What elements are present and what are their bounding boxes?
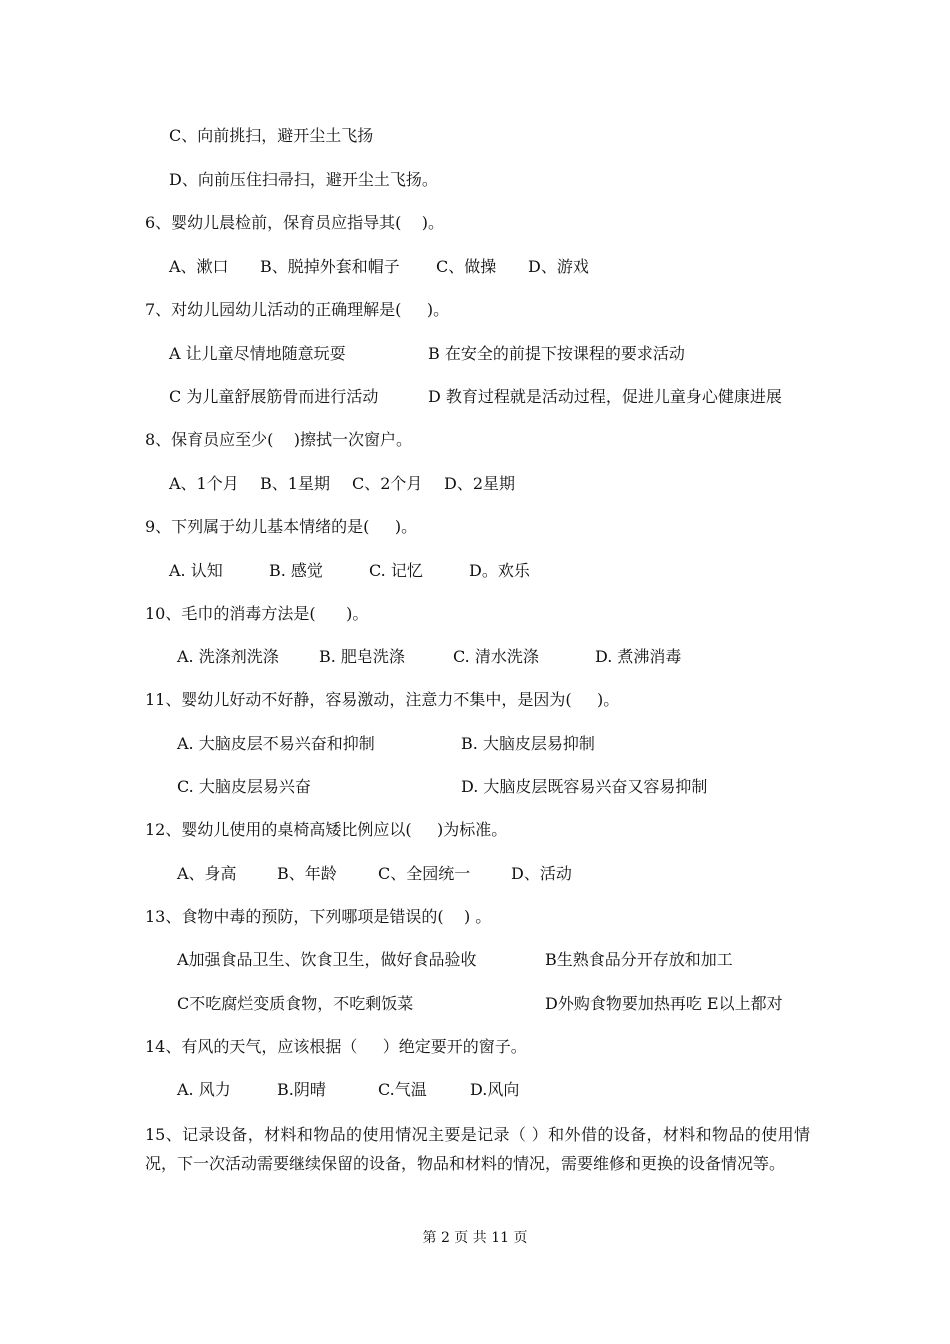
q8-option-c: C、2个月 xyxy=(352,474,423,493)
q13-option-a: A加强食品卫生、饮食卫生，做好食品验收 xyxy=(177,950,477,969)
q12-option-d: D、活动 xyxy=(511,864,572,883)
q6-question: 6、婴幼儿晨检前，保育员应指导其( )。 xyxy=(145,213,445,232)
q8-option-a: A、1个月 xyxy=(169,474,239,493)
q14-option-b: B.阴晴 xyxy=(277,1080,326,1099)
q7-option-b: B 在安全的前提下按课程的要求活动 xyxy=(428,344,685,363)
q6-option-d: D、游戏 xyxy=(528,257,589,276)
q14-option-c: C.气温 xyxy=(378,1080,427,1099)
q15-question: 15、记录设备，材料和物品的使用情况主要是记录（ ）和外借的设备，材料和物品的使用情况，下一次活动需要继续保留的设备，物品和材料的情况，需要维修和更换的设备情况等。 xyxy=(145,1125,810,1173)
q7-option-c: C 为儿童舒展筋骨而进行活动 xyxy=(169,387,379,406)
q7-option-a: A 让儿童尽情地随意玩耍 xyxy=(169,344,346,363)
q9-option-a: A. 认知 xyxy=(169,561,223,580)
q14-question: 14、有风的天气，应该根据（ ）绝定要开的窗子。 xyxy=(145,1037,527,1056)
q9-option-d: D。欢乐 xyxy=(469,561,530,580)
q12-option-b: B、年龄 xyxy=(277,864,337,883)
q11-option-b: B. 大脑皮层易抑制 xyxy=(461,734,595,753)
q6-option-b: B、脱掉外套和帽子 xyxy=(260,257,400,276)
q13-option-c: C不吃腐烂变质食物，不吃剩饭菜 xyxy=(177,994,414,1013)
q10-option-b: B. 肥皂洗涤 xyxy=(319,647,405,666)
q7-question: 7、对幼儿园幼儿活动的正确理解是( )。 xyxy=(145,300,450,319)
q10-option-a: A. 洗涤剂洗涤 xyxy=(177,647,279,666)
q10-option-c: C. 清水洗涤 xyxy=(453,647,539,666)
q12-option-a: A、身高 xyxy=(177,864,237,883)
q11-option-a: A. 大脑皮层不易兴奋和抑制 xyxy=(177,734,375,753)
q5-option-d: D、向前压住扫帚扫，避开尘土飞扬。 xyxy=(169,170,438,189)
q7-option-d: D 教育过程就是活动过程，促进儿童身心健康进展 xyxy=(428,387,782,406)
q8-option-b: B、1星期 xyxy=(260,474,330,493)
q9-option-c: C. 记忆 xyxy=(369,561,423,580)
q13-option-d: D外购食物要加热再吃 E以上都对 xyxy=(545,994,783,1013)
q13-question: 13、食物中毒的预防，下列哪项是错误的( ) 。 xyxy=(145,907,492,926)
page-footer: 第 2 页 共 11 页 xyxy=(422,1230,528,1246)
q11-option-d: D. 大脑皮层既容易兴奋又容易抑制 xyxy=(461,777,708,796)
q6-option-a: A、漱口 xyxy=(169,257,229,276)
q6-option-c: C、做操 xyxy=(436,257,497,276)
q10-option-d: D. 煮沸消毒 xyxy=(595,647,682,666)
q12-option-c: C、全园统一 xyxy=(378,864,471,883)
q14-option-d: D.风向 xyxy=(470,1080,520,1099)
q14-option-a: A. 风力 xyxy=(177,1080,231,1099)
q5-option-c: C、向前挑扫，避开尘土飞扬 xyxy=(169,126,374,145)
q8-question: 8、保育员应至少( )擦拭一次窗户。 xyxy=(145,430,413,449)
q10-question: 10、毛巾的消毒方法是( )。 xyxy=(145,604,369,623)
q13-option-b: B生熟食品分开存放和加工 xyxy=(545,950,733,969)
q11-question: 11、婴幼儿好动不好静，容易激动，注意力不集中，是因为( )。 xyxy=(145,690,620,709)
q11-option-c: C. 大脑皮层易兴奋 xyxy=(177,777,311,796)
q9-option-b: B. 感觉 xyxy=(269,561,323,580)
q12-question: 12、婴幼儿使用的桌椅高矮比例应以( )为标准。 xyxy=(145,820,508,839)
q9-question: 9、下列属于幼儿基本情绪的是( )。 xyxy=(145,517,418,536)
q8-option-d: D、2星期 xyxy=(444,474,516,493)
